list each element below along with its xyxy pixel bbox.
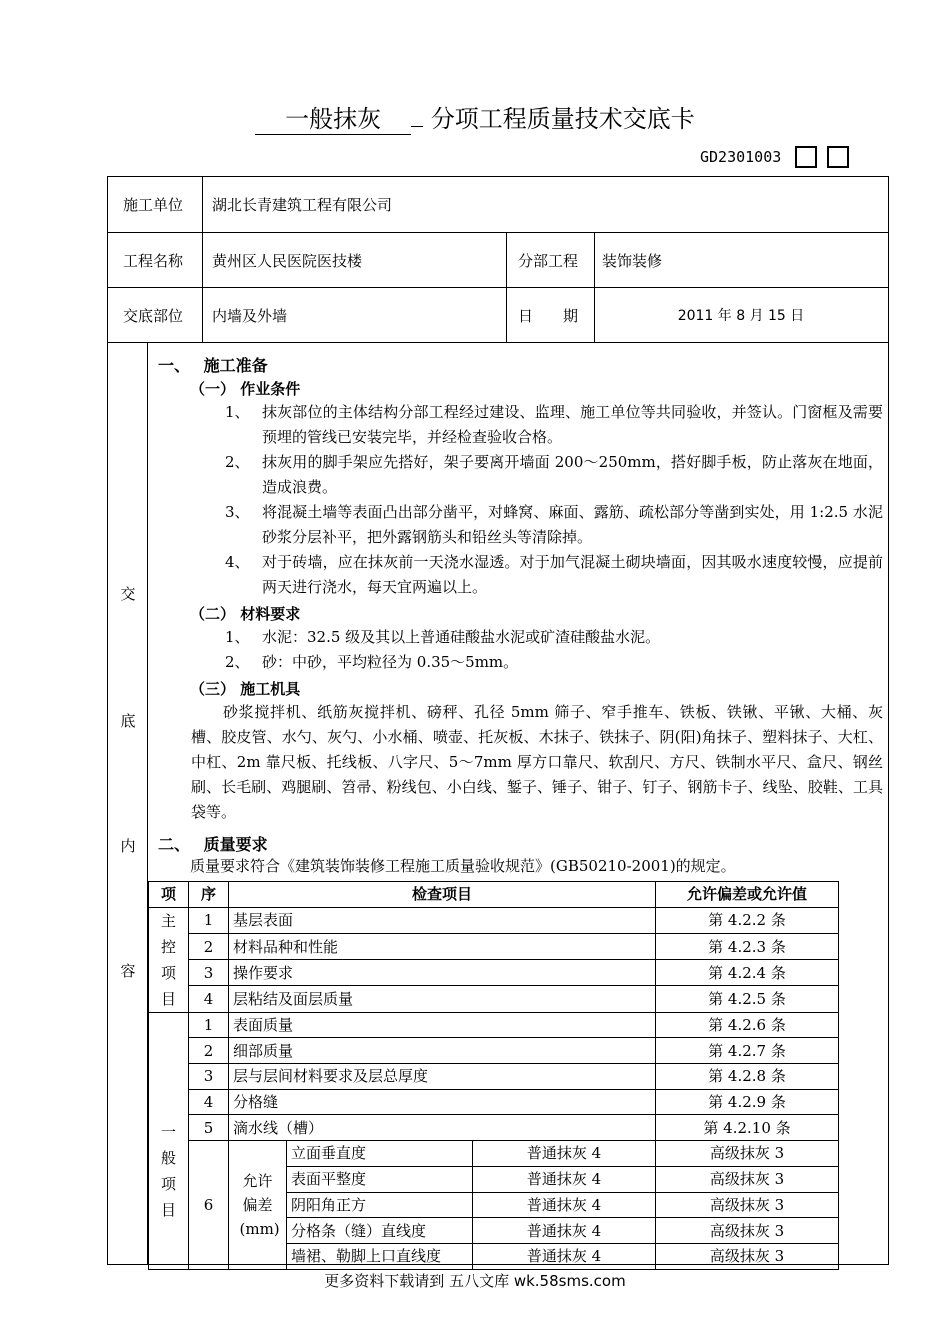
part-value: 内墙及外墙 bbox=[212, 306, 288, 325]
condition-item: 2、 抹灰用的脚手架应先搭好，架子要离开墙面 200～250mm，搭好脚手板，防止落灰在地面，造成浪费。 bbox=[225, 453, 883, 496]
table-row: 3 操作要求 第 4.2.4 条 bbox=[149, 960, 839, 986]
section1-title: 一、 施工准备 bbox=[158, 356, 268, 375]
document-title bbox=[0, 102, 950, 136]
table-row: 2 材料品种和性能 第 4.2.3 条 bbox=[149, 933, 839, 959]
unit-label: 施工单位 bbox=[123, 196, 184, 214]
header-seq: 序 bbox=[189, 882, 229, 908]
disclosure-content bbox=[148, 343, 888, 1264]
doc-code: GD2301003 bbox=[700, 148, 782, 166]
material-item: 2、 砂：中砂，平均粒径为 0.35～5mm。 bbox=[225, 653, 519, 671]
tools-title: （三） 施工机具 bbox=[190, 680, 301, 698]
general-group-label: 一般项目 bbox=[149, 1012, 189, 1269]
project-value: 黄州区人民医院医技楼 bbox=[212, 251, 363, 270]
table-row: 3 层与层间材料要求及层总厚度 第 4.2.8 条 bbox=[149, 1064, 839, 1090]
tools-text: 砂浆搅拌机、纸筋灰搅拌机、磅秤、孔径 5mm 筛子、窄手推车、铁板、铁锹、平锹、大桶、灰槽、胶皮管、水勺、灰勺、小水桶、喷壶、托灰板、木抹子、铁抹子、阴(阳)角抹子、塑料抹子、大杠、中杠、2m 靠尺板、托线板、八字尺、5～7mm 厚方口靠尺、软刮尺、方尺、铁制水平尺、盒尺、钢丝刷、长毛刷、鸡腿刷、笤帚、粉线包、小白线、錾子、锤子、钳子、钉子、钢筋卡子、线坠、胶鞋、工具袋等。 bbox=[191, 703, 883, 821]
table-header-row bbox=[149, 882, 839, 908]
material-item: 1、 水泥：32.5 级及其以上普通硅酸盐水泥或矿渣硅酸盐水泥。 bbox=[225, 628, 661, 646]
main-group-label: 主控项目 bbox=[149, 907, 189, 1012]
deviation-label: 允许偏差(mm) bbox=[229, 1141, 287, 1269]
project-label: 工程名称 bbox=[123, 251, 184, 270]
quality-table bbox=[148, 881, 839, 1270]
title-subject: 一般抹灰 bbox=[255, 104, 411, 135]
disclosure-content-label: 交 底 内 容 bbox=[108, 343, 148, 1264]
checkbox-1[interactable] bbox=[795, 146, 817, 168]
division-label: 分部工程 bbox=[518, 251, 579, 270]
header-item: 项 bbox=[149, 882, 189, 908]
header-check-item: 检查项目 bbox=[229, 882, 656, 908]
doc-code-row bbox=[700, 143, 859, 171]
section2-title: 二、 质量要求 bbox=[158, 835, 268, 854]
table-row: 墙裙、勒脚上口直线度 普通抹灰 4 高级抹灰 3 bbox=[149, 1243, 839, 1269]
table-row: 2 细部质量 第 4.2.7 条 bbox=[149, 1038, 839, 1064]
table-row: 分格条（缝）直线度 普通抹灰 4 高级抹灰 3 bbox=[149, 1218, 839, 1244]
conditions-title: （一） 作业条件 bbox=[190, 380, 301, 398]
table-row: 5 滴水线（槽） 第 4.2.10 条 bbox=[149, 1115, 839, 1141]
row-part bbox=[108, 288, 888, 343]
division-value: 装饰装修 bbox=[602, 251, 663, 270]
row-project bbox=[108, 233, 888, 288]
checkbox-2[interactable] bbox=[827, 146, 849, 168]
row-unit bbox=[108, 177, 888, 233]
unit-value: 湖北长青建筑工程有限公司 bbox=[212, 196, 393, 214]
table-row: 4 层粘结及面层质量 第 4.2.5 条 bbox=[149, 986, 839, 1012]
condition-item: 1、 抹灰部位的主体结构分部工程经过建设、监理、施工单位等共同验收，并签认。门窗框及需要预埋的管线已安装完毕，并经检查验收合格。 bbox=[225, 403, 883, 446]
condition-item: 4、 对于砖墙，应在抹灰前一天浇水湿透。对于加气混凝土砌块墙面，因其吸水速度较慢，应提前两天进行浇水，每天宜两遍以上。 bbox=[225, 553, 883, 596]
quality-intro: 质量要求符合《建筑装饰装修工程施工质量验收规范》(GB50210-2001)的规定。 bbox=[190, 857, 736, 875]
part-label: 交底部位 bbox=[123, 306, 184, 325]
date-label: 日 期 bbox=[518, 306, 579, 325]
table-row: 阴阳角正方 普通抹灰 4 高级抹灰 3 bbox=[149, 1192, 839, 1218]
title-suffix: 分项工程质量技术交底卡 bbox=[430, 105, 695, 133]
footer-link[interactable]: 更多资料下载请到 五八文库 wk.58sms.com bbox=[324, 1272, 626, 1290]
table-row: 表面平整度 普通抹灰 4 高级抹灰 3 bbox=[149, 1166, 839, 1192]
form-frame bbox=[107, 176, 889, 1265]
condition-item: 3、 将混凝土墙等表面凸出部分凿平，对蜂窝、麻面、露筋、疏松部分等凿到实处，用 1:2.5 水泥砂浆分层补平，把外露钢筋头和铅丝头等清除掉。 bbox=[225, 503, 883, 546]
date-value: 2011 年 8 月 15 日 bbox=[677, 308, 805, 324]
table-row: 4 分格缝 第 4.2.9 条 bbox=[149, 1089, 839, 1115]
materials-title: （二） 材料要求 bbox=[190, 605, 301, 623]
table-row: 主控项目 1 基层表面 第 4.2.2 条 bbox=[149, 907, 839, 933]
header-tolerance: 允许偏差或允许值 bbox=[656, 882, 839, 908]
table-row: 6 允许偏差(mm) 立面垂直度 普通抹灰 4 高级抹灰 3 bbox=[149, 1141, 839, 1167]
table-row: 一般项目 1 表面质量 第 4.2.6 条 bbox=[149, 1012, 839, 1038]
